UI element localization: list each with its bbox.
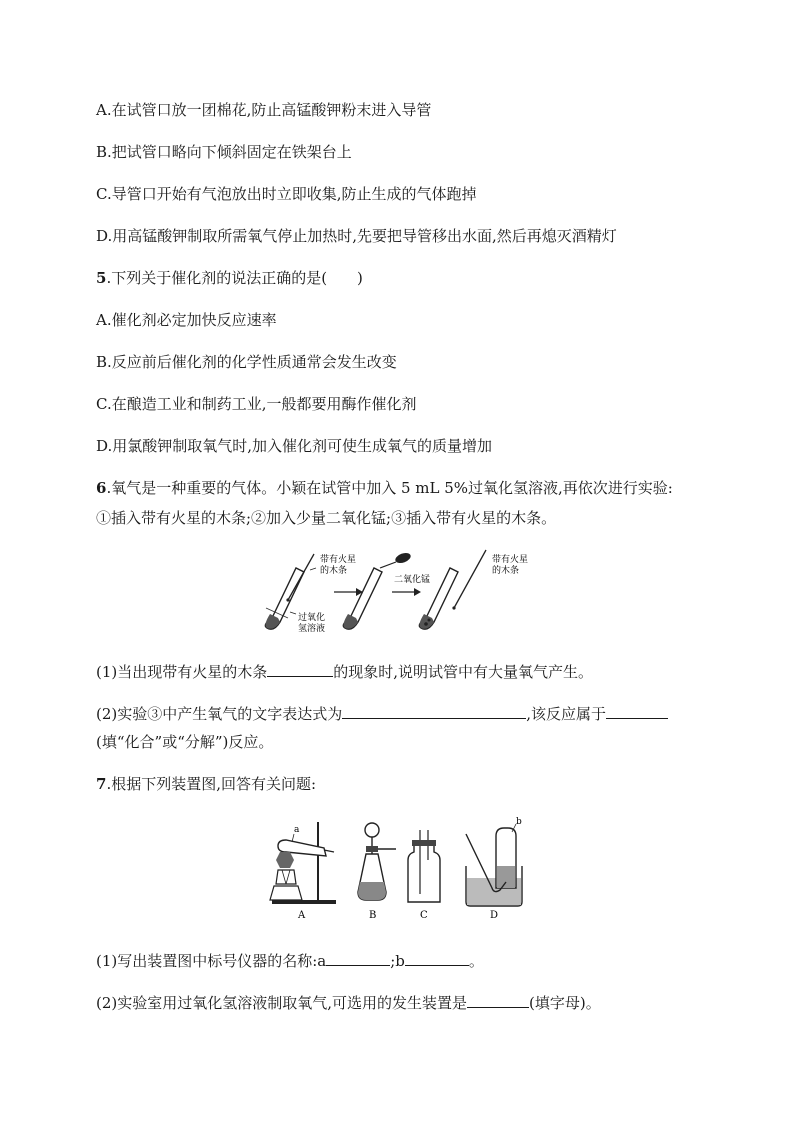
q5-option-b: B.反应前后催化剂的化学性质通常会发生改变 [96,353,397,371]
q7-sub2-pre: (2)实验室用过氧化氢溶液制取氧气,可选用的发生装置是 [96,994,468,1012]
label-mno2: 二氧化锰 [394,575,431,585]
q6-stem-line2: ①插入带有火星的木条;②加入少量二氧化锰;③插入带有火星的木条。 [96,509,557,527]
label-splint-1-line1: 带有火星 [320,555,357,565]
splint-2 [452,550,486,610]
q6-sub2-mid: ,该反应属于 [526,705,607,723]
apparatus-b [358,823,396,900]
label-b: b [516,817,522,827]
q5-option-a: A.催化剂必定加快反应速率 [96,311,277,329]
q7-sub1-pre: (1)写出装置图中标号仪器的名称:a [96,952,327,970]
label-splint-2-line1: 带有火星 [492,555,529,565]
caption-c: C [420,910,428,921]
test-tube-2 [343,568,382,629]
q5-number: 5 [96,269,107,287]
q6-number: 6 [96,479,107,497]
q5-option-c: C.在酿造工业和制药工业,一般都要用酶作催化剂 [96,395,417,413]
q4-option-d: D.用高锰酸钾制取所需氧气停止加热时,先要把导管移出水面,然后再熄灭酒精灯 [96,227,617,245]
q7-sub1-blank-a[interactable] [326,950,390,966]
q4-option-b: B.把试管口略向下倾斜固定在铁架台上 [96,143,352,161]
q7-sub1-post: 。 [468,952,484,970]
q7-stem-text: .根据下列装置图,回答有关问题: [106,775,317,793]
q7-sub1-mid: ;b [390,952,405,970]
caption-b: B [369,910,377,921]
q6-sub2-pre: (2)实验③中产生氧气的文字表达式为 [96,705,343,723]
apparatus-a [270,822,336,904]
spoon-icon [380,551,412,568]
q4-option-a: A.在试管口放一团棉花,防止高锰酸钾粉末进入导管 [96,101,432,119]
apparatus-d [466,824,522,906]
caption-d: D [490,910,499,921]
label-a: a [294,825,300,835]
q5-stem [96,268,363,288]
caption-a: A [298,910,306,921]
q6-sub2 [96,703,668,724]
q7-sub2-blank[interactable] [467,992,529,1008]
q6-sub2-blank-1[interactable] [342,703,526,719]
q7-sub2 [96,992,601,1013]
q6-sub1-blank[interactable] [267,661,333,677]
apparatus-c [408,830,440,902]
q6-stem-line1 [96,478,673,498]
arrow-1 [334,588,363,596]
q6-sub1-post: 的现象时,说明试管中有大量氧气产生。 [333,663,594,681]
q6-stem-text: .氧气是一种重要的气体。小颖在试管中加入 5 mL 5%过氧化氢溶液,再依次进行实验: [106,479,673,497]
label-splint-2-line2: 的木条 [492,566,520,576]
label-solution-line2: 氢溶液 [298,624,326,634]
q4-option-c: C.导管口开始有气泡放出时立即收集,防止生成的气体跑掉 [96,185,477,203]
q5-stem-text: .下列关于催化剂的说法正确的是( ) [106,269,363,287]
q7-sub2-post: (填字母)。 [529,994,601,1012]
q6-sub1-pre: (1)当出现带有火星的木条 [96,663,268,681]
q7-apparatus-figure [268,816,528,926]
q7-sub1 [96,950,484,971]
q7-number: 7 [96,775,107,793]
label-solution-line1: 过氧化 [298,613,326,623]
q7-stem [96,774,316,794]
q6-experiment-figure [250,548,560,638]
q7-sub1-blank-b[interactable] [405,950,469,966]
q6-sub2-line2: (填“化合”或“分解”)反应。 [96,733,274,751]
q5-option-d: D.用氯酸钾制取氧气时,加入催化剂可使生成氧气的质量增加 [96,437,493,455]
q6-sub1 [96,661,593,682]
arrow-2 [392,588,421,596]
label-splint-1-line2: 的木条 [320,566,348,576]
q6-sub2-blank-2[interactable] [606,703,668,719]
